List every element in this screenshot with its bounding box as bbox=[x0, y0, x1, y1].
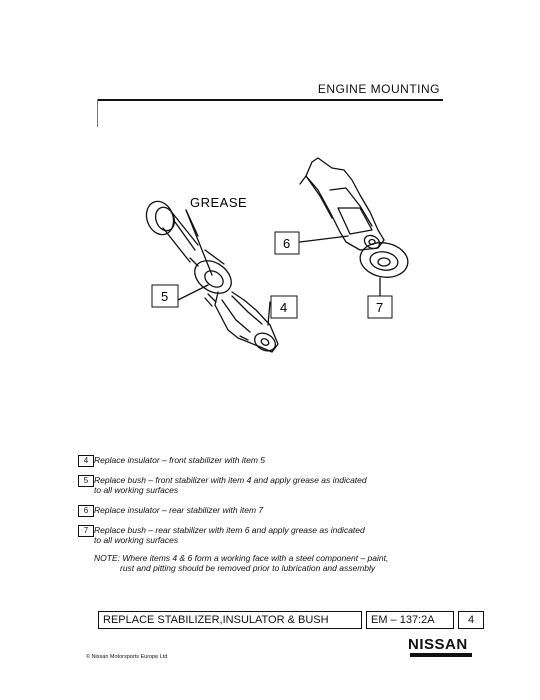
step-text-continued: to all working surfaces bbox=[94, 485, 179, 495]
list-item bbox=[76, 475, 436, 495]
step-text-continued: to all working surfaces bbox=[94, 535, 179, 545]
instruction-list bbox=[76, 455, 436, 573]
procedure-title: REPLACE STABILIZER,INSULATOR & BUSH bbox=[98, 611, 362, 629]
callout-6-label: 6 bbox=[283, 236, 291, 251]
grease-label: GREASE bbox=[190, 195, 248, 210]
callout-4-label: 4 bbox=[280, 300, 288, 315]
item-number-box: 7 bbox=[78, 525, 94, 537]
nissan-logo: NISSAN bbox=[408, 636, 468, 653]
list-item bbox=[76, 505, 436, 515]
step-text: Replace insulator – rear stabilizer with item 7 bbox=[94, 505, 264, 515]
procedure-code: EM – 137:2A bbox=[366, 611, 454, 629]
step-text: Replace bush – front stabilizer with item 4 and apply grease as indicated bbox=[94, 475, 367, 485]
copyright: © Nissan Motorsports Europe Ltd bbox=[86, 654, 168, 660]
item-number-box: 6 bbox=[78, 505, 94, 517]
rear-stabilizer-drawing bbox=[300, 158, 411, 281]
logo-bar bbox=[410, 653, 472, 657]
page-number: 4 bbox=[458, 611, 484, 629]
item-number-box: 4 bbox=[78, 455, 94, 467]
section-title: ENGINE MOUNTING bbox=[317, 82, 440, 96]
note-line-1: NOTE: Where items 4 & 6 form a working face with a steel component – paint, bbox=[94, 553, 389, 563]
footer bbox=[98, 611, 484, 629]
note bbox=[76, 553, 436, 573]
callout-7-label: 7 bbox=[376, 300, 384, 315]
step-text: Replace insulator – front stabilizer with item 5 bbox=[94, 455, 266, 465]
note-line-2: rust and pitting should be removed prior to lubrication and assembly bbox=[120, 563, 376, 573]
list-item bbox=[76, 455, 436, 465]
list-item bbox=[76, 525, 436, 545]
front-stabilizer-drawing bbox=[142, 198, 279, 355]
callout-5-label: 5 bbox=[161, 289, 169, 304]
item-number-box: 5 bbox=[78, 475, 94, 487]
step-text: Replace bush – rear stabilizer with item 6 and apply grease as indicated bbox=[94, 525, 365, 535]
